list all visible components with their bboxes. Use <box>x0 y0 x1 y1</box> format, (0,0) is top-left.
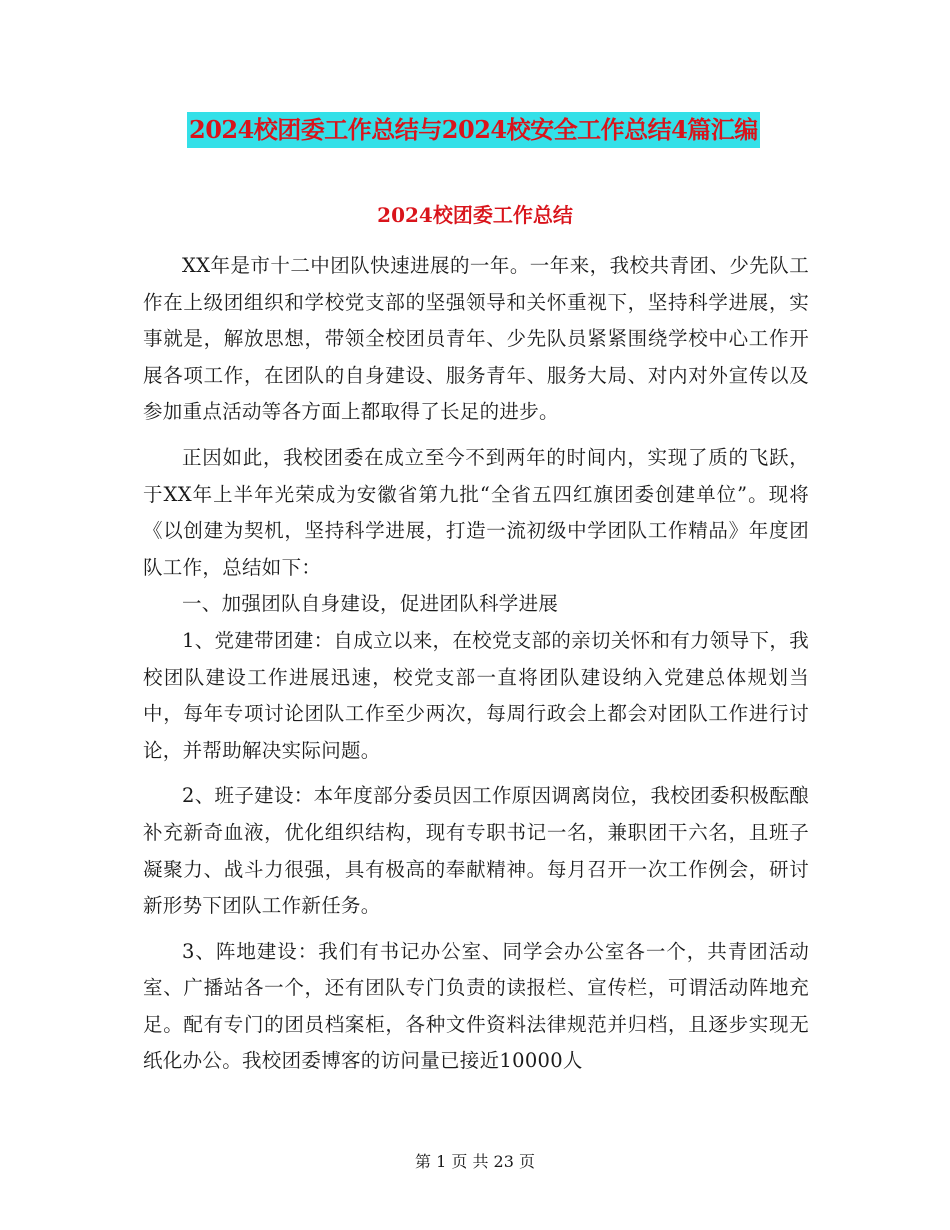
paragraph-1: XX年是市十二中团队快速进展的一年。一年来，我校共青团、少先队工作在上级团组织和学校党支部的坚强领导和关怀重视下，坚持科学进展，实事就是，解放思想，带领全校团员青年、少先队员紧紧围绕学校中心工作开展各项工作，在团队的自身建设、服务青年、服务大局、对内对外宣传以及参加重点活动等各方面上都取得了长足的进步。 <box>143 254 809 424</box>
paragraph-2: 正因如此，我校团委在成立至今不到两年的时间内，实现了质的飞跃，于XX年上半年光荣成为安徽省第九批“全省五四红旗团委创建单位”。现将《以创建为契机，坚持科学进展，打造一流初级中学团队工作精品》年度团队工作，总结如下： <box>143 445 809 579</box>
document-title: 2024校团委工作总结与2024校安全工作总结4篇汇编 <box>187 112 760 148</box>
page-number-footer: 第 1 页 共 23 页 <box>415 1152 535 1171</box>
section-title: 2024校团委工作总结 <box>377 203 573 227</box>
paragraph-heading-1: 一、加强团队自身建设，促进团队科学进展 <box>182 592 559 616</box>
paragraph-5: 3、阵地建设：我们有书记办公室、同学会办公室各一个，共青团活动室、广播站各一个，还有团队专门负责的读报栏、宣传栏，可谓活动阵地充足。配有专门的团员档案柜，各种文件资料法律规范并归档，且逐步实现无纸化办公。我校团委博客的访问量已接近10000人 <box>143 939 809 1073</box>
document-body <box>143 248 809 1080</box>
paragraph-3: 1、党建带团建：自成立以来，在校党支部的亲切关怀和有力领导下，我校团队建设工作进展迅速，校党支部一直将团队建设纳入党建总体规划当中，每年专项讨论团队工作至少两次，每周行政会上都会对团队工作进行讨论，并帮助解决实际问题。 <box>143 628 809 762</box>
paragraph-4: 2、班子建设：本年度部分委员因工作原因调离岗位，我校团委积极酝酿补充新奇血液，优化组织结构，现有专职书记一名，兼职团干六名，且班子凝聚力、战斗力很强，具有极高的奉献精神。每月召开一次工作例会，研讨新形势下团队工作新任务。 <box>143 784 809 918</box>
